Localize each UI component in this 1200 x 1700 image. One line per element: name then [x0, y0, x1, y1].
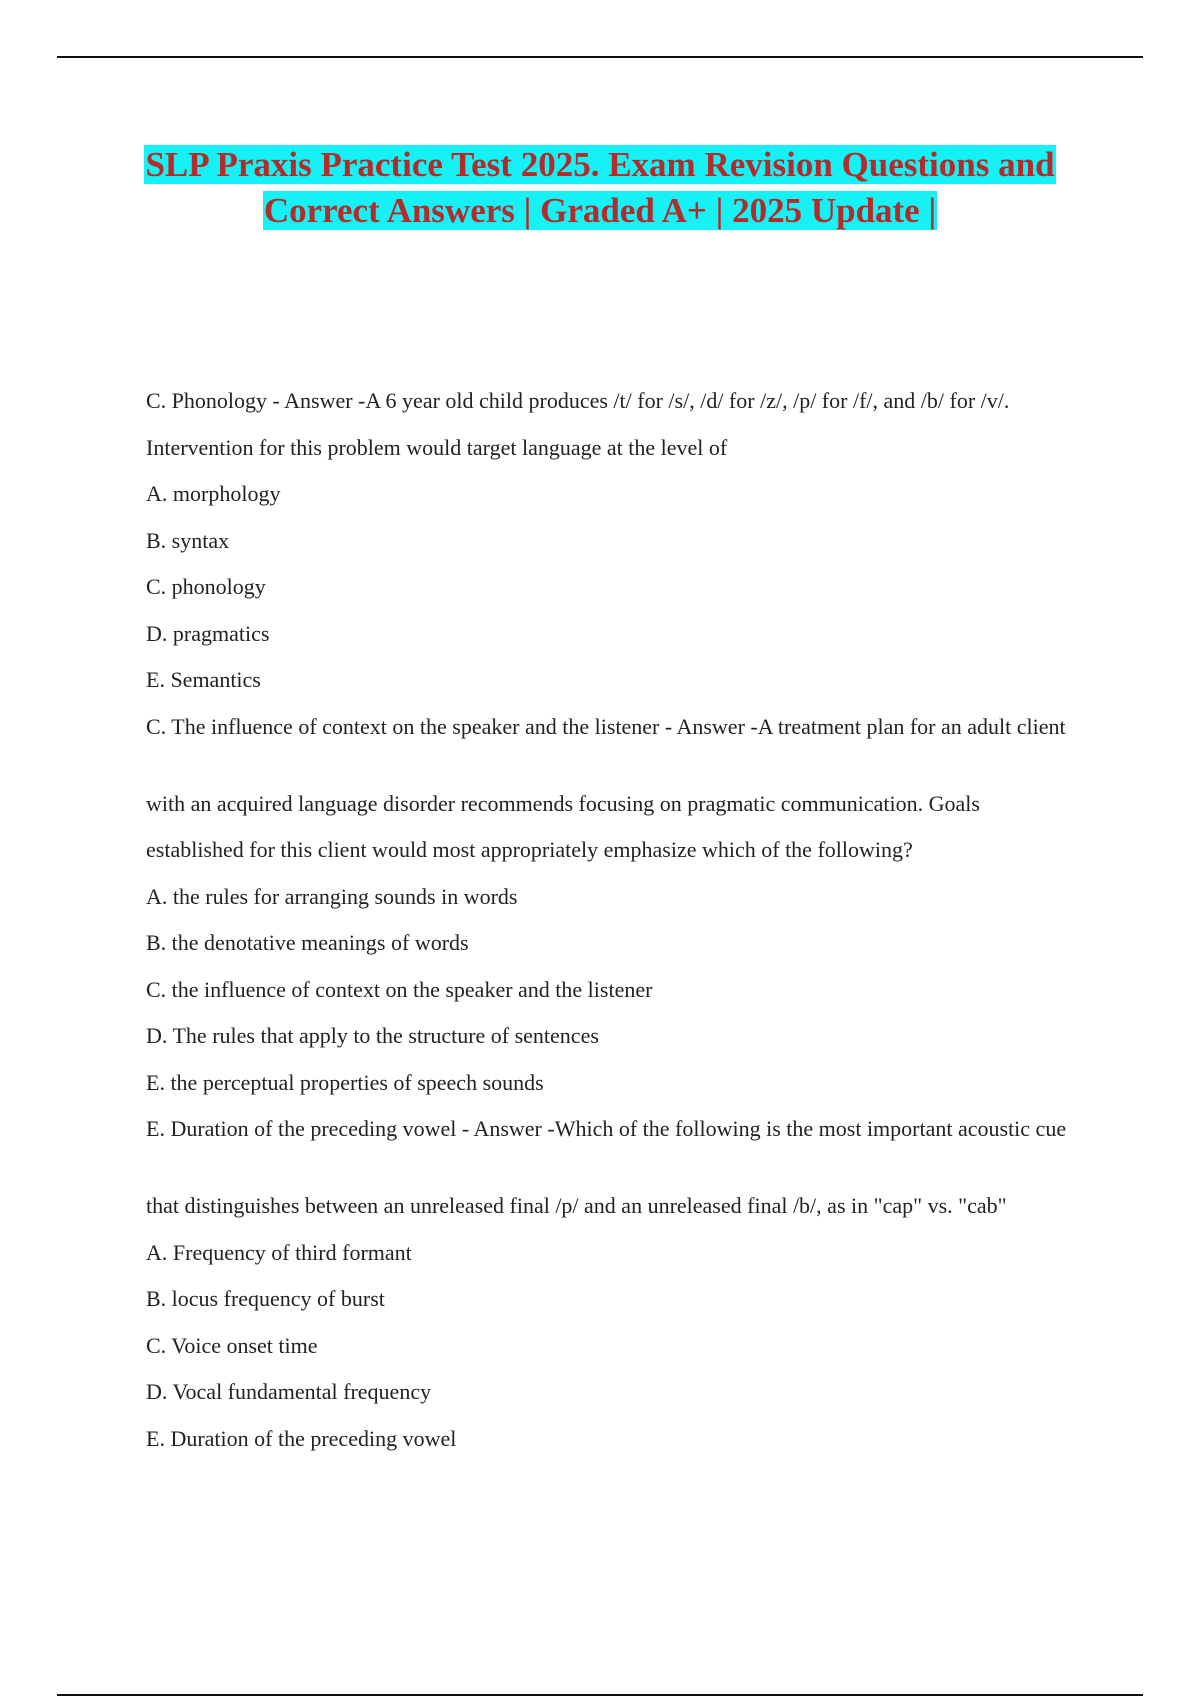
answer-option: E. Semantics [146, 667, 261, 692]
title-line-2: Correct Answers | Graded A+ | 2025 Update | [263, 191, 937, 230]
answer-option: D. pragmatics [146, 620, 270, 646]
answer-option: C. phonology [146, 574, 266, 599]
question-block [146, 712, 1088, 1115]
answer-option: B. syntax [146, 527, 230, 553]
question-text: C. Phonology - Answer -A 6 year old child produces /t/ for /s/, /d/ for /z/, /p/ for /f/, and /b/ for /v/. [146, 388, 1010, 413]
answer-option: D. Vocal fundamental frequency [146, 1379, 432, 1404]
answer-option: B. the denotative meanings of words [146, 930, 469, 955]
answer-option: E. Duration of the preceding vowel [146, 1425, 457, 1451]
answer-option: C. Voice onset time [146, 1332, 318, 1358]
answer-option: B. locus frequency of burst [146, 1286, 385, 1311]
question-text: that distinguishes between an unreleased final /p/ and an unreleased final /b/, as in "cap" vs. "cab" [146, 1193, 1007, 1218]
question-text: E. Duration of the preceding vowel - Answer -Which of the following is the most important acoustic cue [146, 1116, 1067, 1141]
question-text: established for this client would most appropriately emphasize which of the following? [146, 837, 913, 862]
question-text: Intervention for this problem would target language at the level of [146, 434, 728, 460]
bottom-rule [57, 1694, 1143, 1696]
question-text: C. The influence of context on the speaker and the listener - Answer -A treatment plan for an adult client [146, 713, 1066, 739]
question-list [146, 386, 1088, 1470]
document-title [100, 142, 1100, 234]
title-line-1: SLP Praxis Practice Test 2025. Exam Revision Questions and [145, 145, 1055, 184]
answer-option: A. morphology [146, 481, 281, 506]
answer-option: E. the perceptual properties of speech sounds [146, 1069, 544, 1095]
answer-option: A. the rules for arranging sounds in words [146, 883, 518, 909]
question-block [146, 1114, 1088, 1470]
answer-option: D. The rules that apply to the structure of sentences [146, 1023, 599, 1048]
top-rule [57, 56, 1143, 58]
question-block [146, 386, 1088, 712]
answer-option: C. the influence of context on the speaker and the listener [146, 976, 653, 1002]
answer-option: A. Frequency of third formant [146, 1239, 412, 1265]
question-text: with an acquired language disorder recommends focusing on pragmatic communication. Goals [146, 790, 980, 816]
